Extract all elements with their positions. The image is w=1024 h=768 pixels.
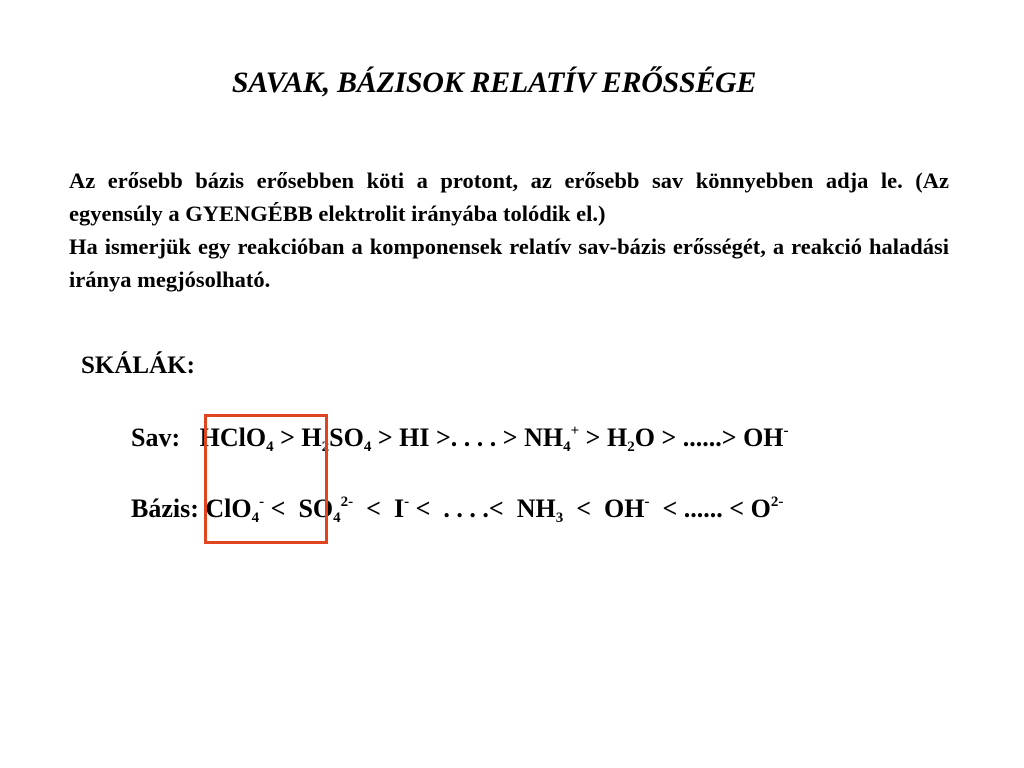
base-formula-oh: < OH- xyxy=(563,494,650,523)
acid-formula-h2so4: > $H_2SO_4$ xyxy=(273,423,372,455)
explanation-text xyxy=(69,164,949,296)
base-formula-i: < I- xyxy=(353,494,410,523)
paragraph-1: Az erősebb bázis erősebben köti a protont, az erősebb sav könnyebben adja le. (Az egyensúly a GYENGÉBB elektrolit irányába tolódik el.) xyxy=(69,168,949,226)
highlight-box xyxy=(204,414,328,544)
base-formula-clo4: ClO$_4$- xyxy=(205,494,265,526)
scales-heading: SKÁLÁK: xyxy=(81,352,195,379)
paragraph-2: Ha ismerjük egy reakcióban a komponensek relatív sav-bázis erősségét, a reakció haladási iránya megjósolható. xyxy=(69,234,949,292)
acid-scale-label: Sav: xyxy=(131,423,181,452)
base-formula-so4: < $SO_4^{2-}$ xyxy=(264,494,354,526)
base-scale-label: Bázis: xyxy=(131,494,199,523)
page-title: SAVAK, BÁZISOK RELATÍV ERŐSSÉGE xyxy=(231,66,757,99)
acid-formula-hclo4: HClO$_4$ xyxy=(199,423,274,455)
base-formula-o2: < ...... < $O^{2-}$ xyxy=(649,494,784,523)
base-formula-nh3: < . . . .< $NH_3$ xyxy=(409,494,564,526)
acid-formula-nh4: > HI >. . . . > $NH_4^+$ xyxy=(371,423,580,455)
acid-formula-h2o: > $H_2O$ > ......> OH- xyxy=(579,423,789,455)
